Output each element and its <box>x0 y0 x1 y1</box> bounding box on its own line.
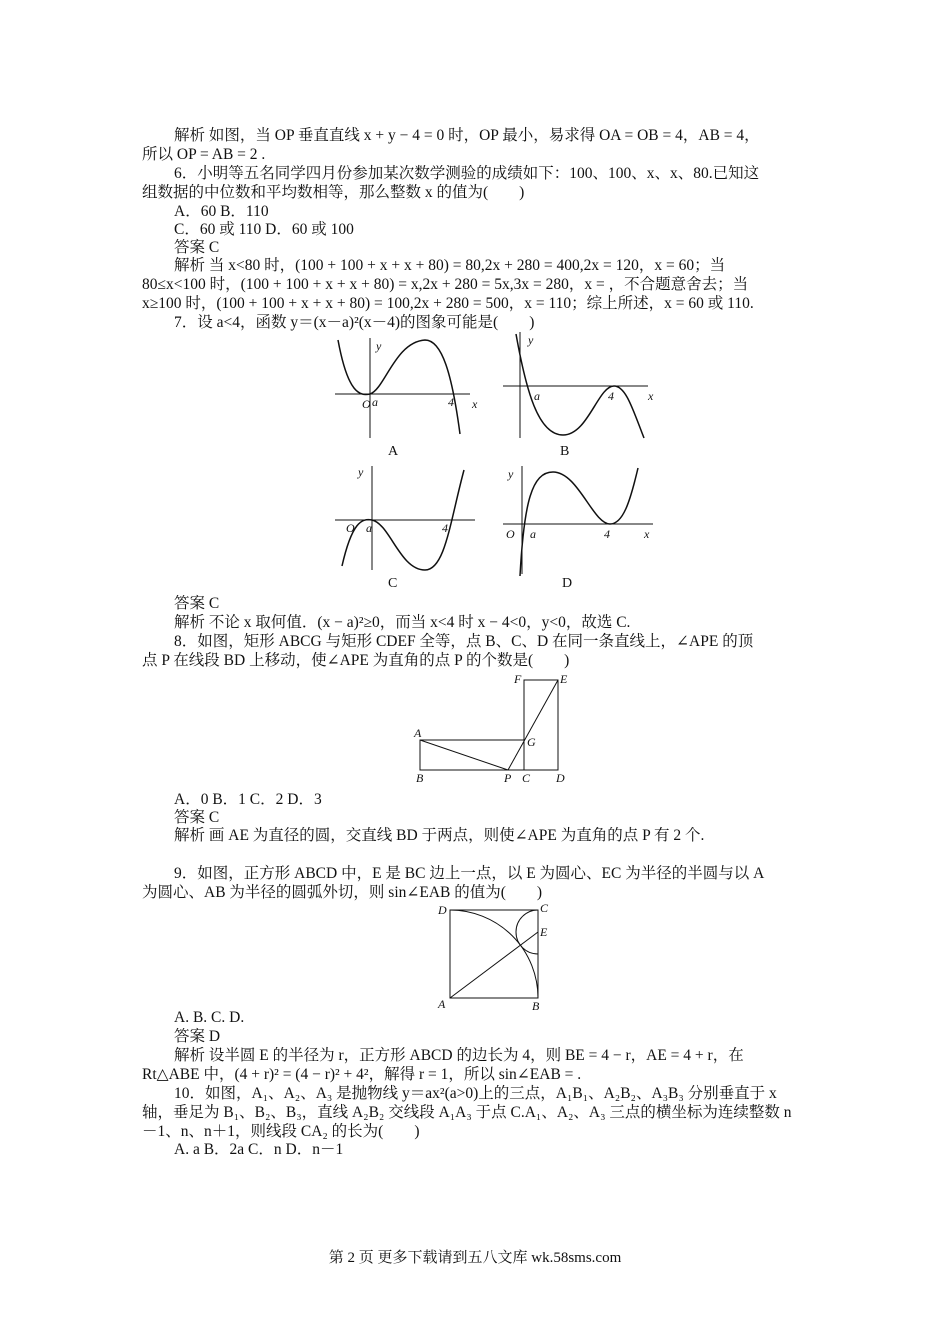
fig8-label-P: P <box>504 771 512 785</box>
fig9-label-A: A <box>438 997 446 1010</box>
graph-d-a: a <box>530 527 536 541</box>
graph-c-caption: C <box>388 576 398 591</box>
fig9-label-B: B <box>532 999 540 1010</box>
q9-solution-2: Rt△ABE 中，(4 + r)² = (4 − r)² + 4²，解得 r = 1，所以 sin∠EAB = . <box>142 1066 582 1083</box>
figure-q9 <box>436 900 556 1010</box>
fig8-label-D: D <box>556 771 565 785</box>
page-footer: 第 2 页 更多下载请到五八文库 wk.58sms.com <box>328 1250 622 1266</box>
q9-options: A. B. C. D. <box>174 1009 245 1026</box>
q9-stem-2: 为圆心、AB 为半径的圆弧外切，则 sin∠EAB 的值为( ) <box>142 884 543 901</box>
graph-c-4: 4 <box>442 521 448 535</box>
q6-options-2: C．60 或 110 D．60 或 100 <box>174 221 354 238</box>
graph-a-y: y <box>376 339 382 353</box>
q10-stem-3: －1、n、n＋1，则线段 CA₂ 的长为( ) <box>142 1123 420 1140</box>
graph-c-y: y <box>358 465 364 479</box>
q7-solution: 解析 不论 x 取何值．(x − a)²≥0，而当 x<4 时 x − 4<0，y<0，故选 C. <box>174 614 631 631</box>
q8-stem-1: 8．如图，矩形 ABCG 与矩形 CDEF 全等，点 B、C、D 在同一条直线上，∠APE 的顶 <box>174 633 754 650</box>
fig8-label-F: F <box>514 672 522 686</box>
q10-stem-1: 10．如图，A₁、A₂、A₃ 是抛物线 y＝ax²(a>0)上的三点，A₁B₁、A₂B₂、A₃B₃ 分别垂直于 x <box>174 1085 777 1102</box>
q6-solution-2: 80≤x<100 时，(100 + 100 + x + x + 80) = x,2x + 280 = 5x,3x = 280，x = ，不合题意舍去；当 <box>142 276 749 293</box>
q6-solution-1: 解析 当 x<80 时，(100 + 100 + x + x + 80) = 80,2x + 280 = 400,2x = 120，x = 60；当 <box>174 257 726 274</box>
q6-stem-1: 6．小明等五名同学四月份参加某次数学测验的成绩如下：100、100、x、x、80.已知这 <box>174 165 760 182</box>
q8-answer: 答案 C <box>174 809 220 826</box>
q8-stem-2: 点 P 在线段 BD 上移动，使∠APE 为直角的点 P 的个数是( ) <box>142 652 570 669</box>
q6-answer: 答案 C <box>174 239 220 256</box>
q8-solution: 解析 画 AE 为直径的圆，交直线 BD 于两点，则使∠APE 为直角的点 P 有 2 个. <box>174 827 705 844</box>
fig9-label-C: C <box>540 901 549 915</box>
fig9-label-D: D <box>438 903 447 917</box>
graph-d <box>498 462 658 578</box>
graph-b-4: 4 <box>608 389 614 403</box>
graph-d-y: y <box>508 467 514 481</box>
graph-c-origin: O <box>346 521 355 535</box>
graph-d-x: x <box>644 527 650 541</box>
graph-b <box>498 330 658 442</box>
graph-a <box>330 334 480 442</box>
q7-stem: 7．设 a<4，函数 y＝(x－a)²(x－4)的图象可能是( ) <box>174 314 535 331</box>
fig8-label-B: B <box>416 771 424 785</box>
q6-stem-2: 组数据的中位数和平均数相等，那么整数 x 的值为( ) <box>142 184 525 201</box>
graph-c <box>330 462 480 574</box>
fig9-label-E: E <box>540 925 548 939</box>
q6-options-1: A．60 B．110 <box>174 203 269 220</box>
graph-b-a: a <box>534 389 540 403</box>
graph-d-caption: D <box>562 576 573 591</box>
q9-stem-1: 9．如图，正方形 ABCD 中，E 是 BC 边上一点，以 E 为圆心、EC 为半径的半圆与以 A <box>174 865 765 882</box>
graph-a-caption: A <box>388 444 399 459</box>
q7-answer: 答案 C <box>174 595 220 612</box>
graph-a-a: a <box>372 395 378 409</box>
fig8-label-A: A <box>414 726 422 740</box>
graph-b-caption: B <box>560 444 570 459</box>
q10-stem-2: 轴，垂足为 B₁、B₂、B₃，直线 A₂B₂ 交线段 A₁A₃ 于点 C.A₁、A₂、A₃ 三点的横坐标为连续整数 n <box>142 1104 792 1121</box>
figure-q8 <box>410 670 580 786</box>
graph-a-4: 4 <box>448 395 454 409</box>
fig8-label-G: G <box>527 735 536 749</box>
q6-solution-3: x≥100 时，(100 + 100 + x + x + 80) = 100,2x + 280 = 500，x = 110；综上所述，x = 60 或 110. <box>142 295 754 312</box>
fig8-label-C: C <box>522 771 531 785</box>
graph-a-origin: O <box>362 397 371 411</box>
q9-solution-1: 解析 设半圆 E 的半径为 r，正方形 ABCD 的边长为 4，则 BE = 4 − r，AE = 4 + r，在 <box>174 1047 744 1064</box>
q9-answer: 答案 D <box>174 1028 221 1045</box>
q8-options: A．0 B．1 C．2 D．3 <box>174 791 322 808</box>
graph-d-4: 4 <box>604 527 610 541</box>
fig8-label-E: E <box>560 672 568 686</box>
graph-b-x: x <box>648 389 654 403</box>
graph-a-x: x <box>472 397 478 411</box>
graph-b-y: y <box>528 333 534 347</box>
solution-5-line-2: 所以 OP = AB = 2 . <box>142 146 266 163</box>
graph-d-origin: O <box>506 527 515 541</box>
solution-5-line-1: 解析 如图，当 OP 垂直直线 x + y − 4 = 0 时，OP 最小，易求得 OA = OB = 4，AB = 4， <box>174 127 760 144</box>
q10-options: A. a B．2a C．n D．n－1 <box>174 1141 344 1158</box>
graph-c-a: a <box>366 521 372 535</box>
